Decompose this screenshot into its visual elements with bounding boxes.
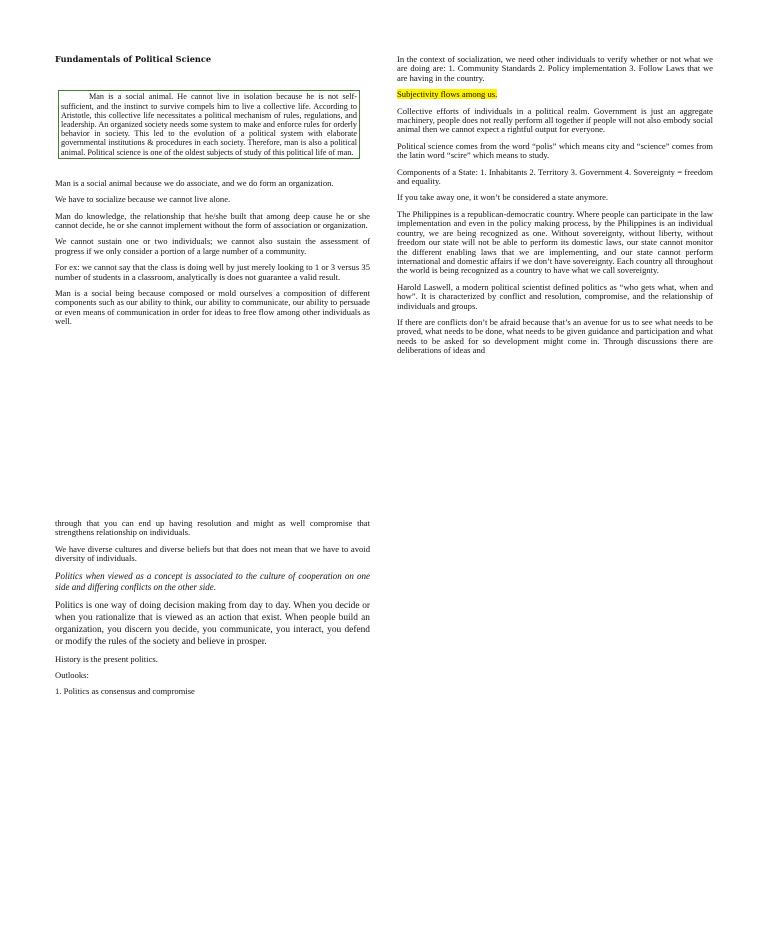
paragraph: Political science comes from the word “polis” which means city and “science” comes from the latin word “scire” which means to study. — [397, 140, 713, 161]
paragraph: Harold Laswell, a modern political scientist defined politics as “who gets what, when and how”. It is characterized by conflict and resolution, compromise, and the relationship of individuals and groups. — [397, 281, 713, 311]
paragraph: Collective efforts of individuals in a political realm. Government is just an aggregate machinery, people does not really perform all together if people will not also embody social animal then we cannot expect a rightful output for everyone. — [397, 105, 713, 135]
paragraph: Man is a social animal because we do associate, and we do form an organization. — [55, 177, 334, 188]
paragraph: Components of a State: 1. Inhabitants 2. Territory 3. Government 4. Sovereignty = freedom and equality. — [397, 166, 713, 187]
paragraph: through that you can end up having resolution and might as well compromise that strengthens relationship on individuals. — [55, 518, 370, 538]
document-title: Fundamentals of Political Science — [55, 54, 212, 64]
paragraph: For ex: we cannot say that the class is doing well by just merely looking to 1 or 3 versus 35 number of students in a classroom, analytically is does not guarantee a valid result. — [55, 262, 370, 282]
paragraph: In the context of socialization, we need other individuals to verify whether or not what we are doing are: 1. Community Standards 2. Policy implementation 3. Follow Laws that we are having in the country. — [397, 55, 713, 83]
highlight-text: Subjectivity flows among us. — [397, 89, 498, 100]
paragraph: Politics is one way of doing decision making from day to day. When you decide or when you rationalize that is viewed as an action that exist. When people build an organization, you discern you decide, you communicate, you interact, you defend or modify the rules of the society and believe in prosper. — [55, 600, 370, 647]
paragraph: We have to socialize because we cannot live alone. — [55, 194, 231, 205]
intro-box: Man is a social animal. He cannot live in isolation because he is not self-sufficient, and the instinct to survive compels him to live a collective life. According to Aristotle, this collective life necessitates a political mechanism of rules, regulations, and leadership. An organized society needs some system to make and enforce rules for orderly behavior in society. This led to the evolution of a political system with elaborate governmental institutions & procedures in each society. Therefore, man is also a political animal. Political science is one of the oldest subjects of study of this political life of man. — [58, 90, 360, 158]
paragraph: We cannot sustain one or two individuals; we cannot also sustain the assessment of progress if we only consider a portion of a large number of a community. — [55, 236, 370, 256]
left-column-top — [55, 55, 370, 334]
left-column-bottom — [55, 519, 370, 704]
paragraph: History is the present politics. — [55, 653, 158, 664]
right-column-top — [397, 55, 713, 399]
outlooks-heading: Outlooks: — [55, 670, 89, 681]
paragraph: The Philippines is a republican-democratic country. Where people can participate in the law implementation and even in the policy making process, by the Philippines is an individual country, we are being recognized as one. Without sovereignty, without liberty, without freedom our state will not be able to perform its domestic laws, our state cannot monitor the different enabling laws that we are implementing, and our state cannot perform international and domestic affairs if we don’t have sovereignty. Each country all throughout the world is being recognized as a country to have what we call sovereignty. — [397, 208, 713, 276]
italic-quote: Politics when viewed as a concept is associated to the culture of cooperation on one side and differing conflicts on the other side. — [55, 570, 370, 592]
paragraph: If you take away one, it won’t be considered a state anymore. — [397, 192, 609, 203]
paragraph: Man is a social being because composed or mold ourselves a composition of different components such as our ability to think, our ability to communicate, our ability to persuade or even means of communication in order for ideas to free flow among other individuals as well. — [55, 288, 370, 327]
paragraph: We have diverse cultures and diverse beliefs but that does not mean that we have to avoid diversity of individuals. — [55, 543, 370, 564]
list-item: 1. Politics as consensus and compromise — [55, 686, 195, 697]
paragraph: If there are conflicts don’t be afraid because that’s an avenue for us to see what needs to be proved, what needs to be done, what needs to be given guidance and participation and what needs to be asked for so development might come in. Through discussions there are deliberations of ideas and — [397, 316, 713, 356]
paragraph: Man do knowledge, the relationship that he/she built that among deep cause he or she cannot decide, he or she cannot implement without the form of association or organization. — [55, 210, 370, 231]
highlighted-paragraph — [397, 90, 713, 99]
